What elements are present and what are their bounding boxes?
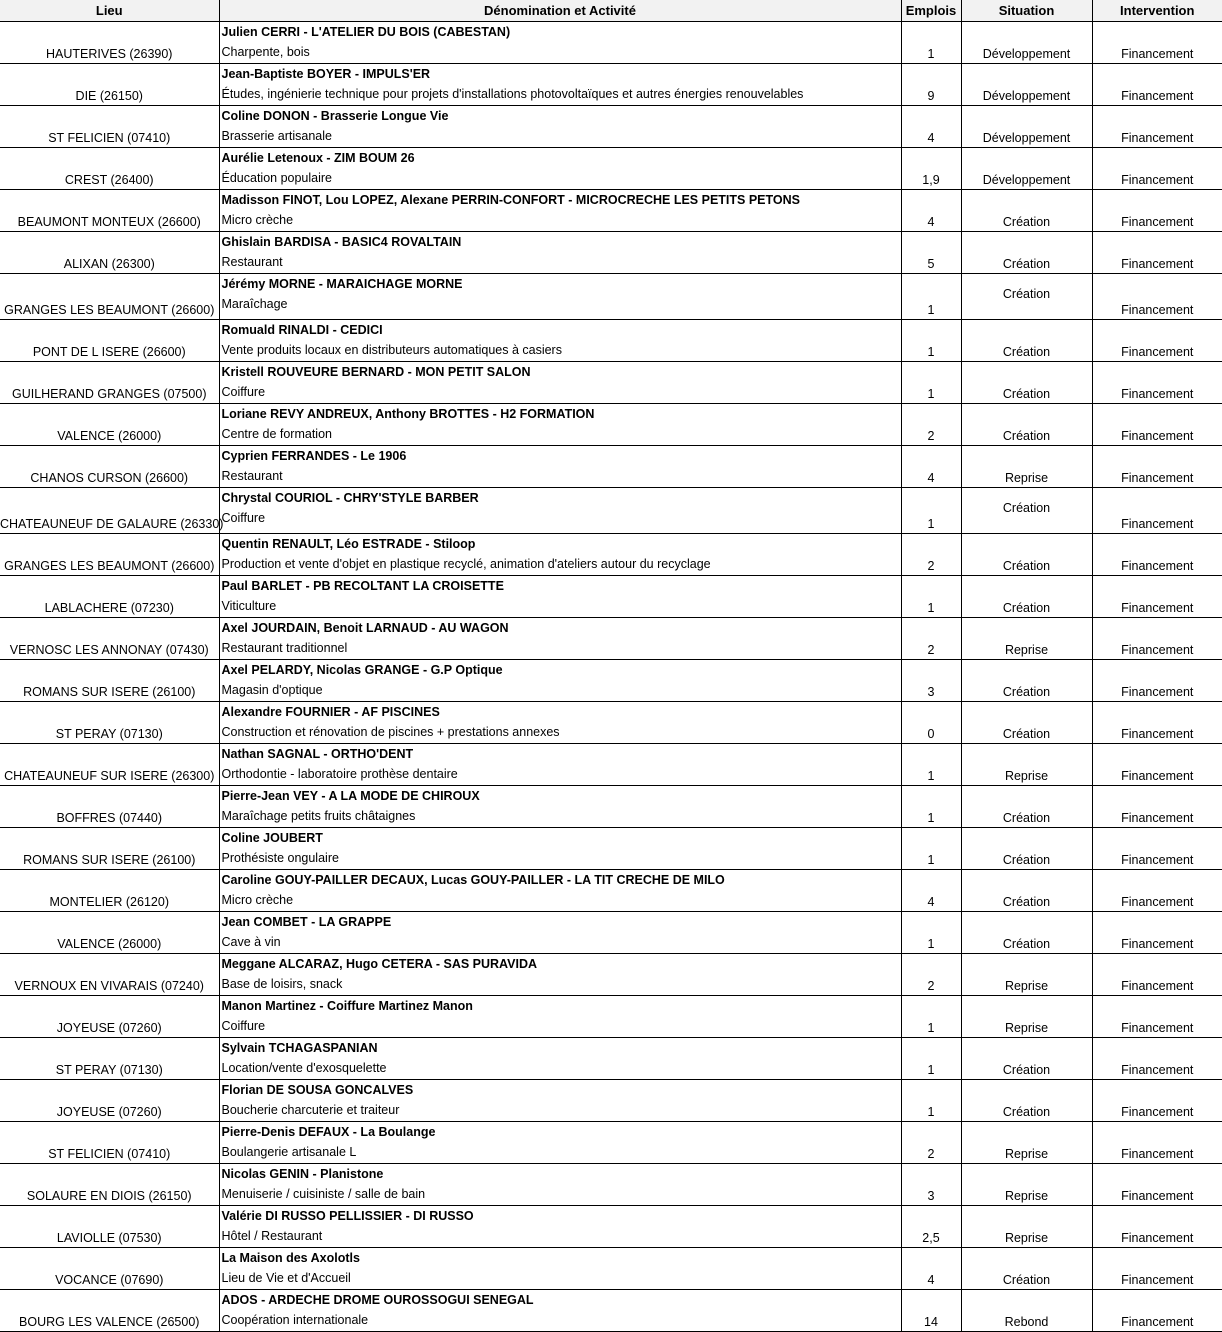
cell-denomination — [219, 618, 901, 660]
cell-denomination — [219, 1290, 901, 1332]
cell-intervention: Financement — [1092, 64, 1222, 106]
header-intervention: Intervention — [1092, 0, 1222, 22]
project-name: Cyprien FERRANDES - Le 1906 — [221, 449, 407, 463]
cell-lieu: ST FELICIEN (07410) — [0, 1122, 219, 1164]
cell-intervention: Financement — [1092, 1248, 1222, 1290]
cell-lieu: VALENCE (26000) — [0, 912, 219, 954]
cell-intervention: Financement — [1092, 1290, 1222, 1332]
project-name: Valérie DI RUSSO PELLISSIER - DI RUSSO — [221, 1209, 474, 1223]
project-name: Jérémy MORNE - MARAICHAGE MORNE — [221, 277, 463, 291]
table-row — [0, 1164, 1222, 1206]
project-name: Paul BARLET - PB RECOLTANT LA CROISETTE — [221, 579, 504, 593]
table-row — [0, 190, 1222, 232]
cell-situation: Création — [961, 320, 1092, 362]
cell-denomination — [219, 996, 901, 1038]
project-activity: Micro crèche — [221, 213, 294, 227]
cell-intervention: Financement — [1092, 362, 1222, 404]
cell-denomination — [219, 912, 901, 954]
cell-situation: Création — [961, 1038, 1092, 1080]
project-name: Chrystal COURIOL - CHRY'STYLE BARBER — [221, 491, 479, 505]
table-row — [0, 912, 1222, 954]
project-name: Alexandre FOURNIER - AF PISCINES — [221, 705, 440, 719]
cell-denomination — [219, 1122, 901, 1164]
cell-situation: Reprise — [961, 618, 1092, 660]
project-activity: Lieu de Vie et d'Accueil — [221, 1271, 351, 1285]
project-name: Kristell ROUVEURE BERNARD - MON PETIT SALON — [221, 365, 531, 379]
cell-emplois: 1 — [901, 488, 961, 534]
cell-lieu: DIE (26150) — [0, 64, 219, 106]
project-activity: Études, ingénierie technique pour projets d'installations photovoltaïques et autres énergies renouvelables — [221, 87, 804, 101]
project-name: Nathan SAGNAL - ORTHO'DENT — [221, 747, 414, 761]
table-row — [0, 64, 1222, 106]
cell-lieu: MONTELIER (26120) — [0, 870, 219, 912]
cell-intervention: Financement — [1092, 870, 1222, 912]
cell-intervention: Financement — [1092, 1164, 1222, 1206]
table-row — [0, 660, 1222, 702]
table-row — [0, 362, 1222, 404]
cell-denomination — [219, 702, 901, 744]
cell-denomination — [219, 870, 901, 912]
cell-intervention: Financement — [1092, 828, 1222, 870]
project-activity: Maraîchage petits fruits châtaignes — [221, 809, 416, 823]
table-row — [0, 1248, 1222, 1290]
table-row — [0, 828, 1222, 870]
cell-situation: Développement — [961, 106, 1092, 148]
cell-situation: Création — [961, 362, 1092, 404]
cell-denomination — [219, 22, 901, 64]
project-name: Coline DONON - Brasserie Longue Vie — [221, 109, 449, 123]
cell-intervention: Financement — [1092, 996, 1222, 1038]
cell-lieu: PONT DE L ISERE (26600) — [0, 320, 219, 362]
cell-denomination — [219, 660, 901, 702]
project-activity: Coiffure — [221, 511, 266, 525]
cell-situation: Reprise — [961, 446, 1092, 488]
cell-intervention: Financement — [1092, 702, 1222, 744]
cell-denomination — [219, 190, 901, 232]
cell-emplois: 4 — [901, 446, 961, 488]
cell-lieu: CHANOS CURSON (26600) — [0, 446, 219, 488]
project-activity: Maraîchage — [221, 297, 288, 311]
cell-emplois: 2,5 — [901, 1206, 961, 1248]
header-row — [0, 0, 1222, 22]
cell-intervention: Financement — [1092, 274, 1222, 320]
table-header — [0, 0, 1222, 22]
cell-emplois: 1 — [901, 786, 961, 828]
cell-lieu: VOCANCE (07690) — [0, 1248, 219, 1290]
table-row — [0, 404, 1222, 446]
header-denomination: Dénomination et Activité — [219, 0, 901, 22]
cell-lieu: CHATEAUNEUF SUR ISERE (26300) — [0, 744, 219, 786]
cell-lieu: ST PERAY (07130) — [0, 1038, 219, 1080]
project-activity: Charpente, bois — [221, 45, 310, 59]
cell-emplois: 14 — [901, 1290, 961, 1332]
project-activity: Restaurant traditionnel — [221, 641, 348, 655]
cell-emplois: 1 — [901, 362, 961, 404]
cell-denomination — [219, 1206, 901, 1248]
cell-denomination — [219, 446, 901, 488]
cell-intervention: Financement — [1092, 1038, 1222, 1080]
cell-denomination — [219, 954, 901, 996]
project-activity: Centre de formation — [221, 427, 332, 441]
cell-denomination — [219, 576, 901, 618]
cell-emplois: 1,9 — [901, 148, 961, 190]
cell-situation: Reprise — [961, 1164, 1092, 1206]
cell-denomination — [219, 106, 901, 148]
cell-emplois: 1 — [901, 1080, 961, 1122]
cell-denomination — [219, 232, 901, 274]
cell-denomination — [219, 64, 901, 106]
cell-lieu: BOFFRES (07440) — [0, 786, 219, 828]
cell-emplois: 4 — [901, 190, 961, 232]
cell-emplois: 3 — [901, 660, 961, 702]
table-row — [0, 1290, 1222, 1332]
cell-denomination — [219, 1164, 901, 1206]
cell-emplois: 2 — [901, 534, 961, 576]
cell-lieu: JOYEUSE (07260) — [0, 996, 219, 1038]
cell-intervention: Financement — [1092, 1122, 1222, 1164]
cell-situation: Création — [961, 274, 1092, 320]
cell-lieu: ROMANS SUR ISERE (26100) — [0, 660, 219, 702]
project-activity: Coiffure — [221, 385, 266, 399]
cell-situation: Reprise — [961, 1122, 1092, 1164]
cell-intervention: Financement — [1092, 786, 1222, 828]
cell-denomination — [219, 828, 901, 870]
cell-situation: Création — [961, 660, 1092, 702]
cell-emplois: 5 — [901, 232, 961, 274]
cell-situation: Création — [961, 1248, 1092, 1290]
cell-denomination — [219, 404, 901, 446]
table-row — [0, 702, 1222, 744]
cell-emplois: 1 — [901, 912, 961, 954]
cell-lieu: CREST (26400) — [0, 148, 219, 190]
table-row — [0, 488, 1222, 534]
cell-lieu: GUILHERAND GRANGES (07500) — [0, 362, 219, 404]
cell-intervention: Financement — [1092, 22, 1222, 64]
cell-emplois: 2 — [901, 954, 961, 996]
project-name: Caroline GOUY-PAILLER DECAUX, Lucas GOUY-PAILLER - LA TIT CRECHE DE MILO — [221, 873, 725, 887]
cell-emplois: 4 — [901, 1248, 961, 1290]
project-name: Meggane ALCARAZ, Hugo CETERA - SAS PURAVIDA — [221, 957, 538, 971]
cell-intervention: Financement — [1092, 446, 1222, 488]
project-activity: Cave à vin — [221, 935, 281, 949]
project-name: Quentin RENAULT, Léo ESTRADE - Stiloop — [221, 537, 476, 551]
cell-denomination — [219, 362, 901, 404]
cell-lieu: VERNOSC LES ANNONAY (07430) — [0, 618, 219, 660]
table-row — [0, 274, 1222, 320]
cell-intervention: Financement — [1092, 954, 1222, 996]
cell-intervention: Financement — [1092, 660, 1222, 702]
table-row — [0, 1122, 1222, 1164]
project-name: Julien CERRI - L'ATELIER DU BOIS (CABESTAN) — [221, 25, 511, 39]
cell-intervention: Financement — [1092, 148, 1222, 190]
cell-situation: Création — [961, 1080, 1092, 1122]
cell-intervention: Financement — [1092, 534, 1222, 576]
table-row — [0, 148, 1222, 190]
cell-lieu: ST FELICIEN (07410) — [0, 106, 219, 148]
project-name: Manon Martinez - Coiffure Martinez Manon — [221, 999, 473, 1013]
header-lieu: Lieu — [0, 0, 219, 22]
cell-denomination — [219, 274, 901, 320]
cell-lieu: ALIXAN (26300) — [0, 232, 219, 274]
cell-lieu: VALENCE (26000) — [0, 404, 219, 446]
cell-situation: Création — [961, 534, 1092, 576]
cell-intervention: Financement — [1092, 912, 1222, 954]
table-row — [0, 1080, 1222, 1122]
cell-situation: Reprise — [961, 996, 1092, 1038]
project-activity: Viticulture — [221, 599, 277, 613]
table-row — [0, 954, 1222, 996]
cell-situation: Création — [961, 488, 1092, 534]
cell-situation: Reprise — [961, 954, 1092, 996]
table-row — [0, 1038, 1222, 1080]
cell-emplois: 1 — [901, 274, 961, 320]
project-name: Axel JOURDAIN, Benoit LARNAUD - AU WAGON — [221, 621, 509, 635]
cell-lieu: LAVIOLLE (07530) — [0, 1206, 219, 1248]
cell-intervention: Financement — [1092, 1206, 1222, 1248]
cell-emplois: 2 — [901, 618, 961, 660]
table-row — [0, 744, 1222, 786]
cell-situation: Création — [961, 870, 1092, 912]
table-row — [0, 870, 1222, 912]
project-activity: Boucherie charcuterie et traiteur — [221, 1103, 400, 1117]
cell-intervention: Financement — [1092, 106, 1222, 148]
project-name: La Maison des Axolotls — [221, 1251, 360, 1265]
project-activity: Production et vente d'objet en plastique recyclé, animation d'ateliers autour du recyclage — [221, 557, 711, 571]
project-name: Nicolas GENIN - Planistone — [221, 1167, 384, 1181]
cell-lieu: ROMANS SUR ISERE (26100) — [0, 828, 219, 870]
cell-situation: Développement — [961, 22, 1092, 64]
project-activity: Micro crèche — [221, 893, 294, 907]
project-name: Romuald RINALDI - CEDICI — [221, 323, 383, 337]
cell-emplois: 1 — [901, 576, 961, 618]
cell-situation: Reprise — [961, 1206, 1092, 1248]
cell-denomination — [219, 320, 901, 362]
project-name: Aurélie Letenoux - ZIM BOUM 26 — [221, 151, 415, 165]
cell-situation: Création — [961, 232, 1092, 274]
cell-situation: Reprise — [961, 744, 1092, 786]
project-activity: Location/vente d'exosquelette — [221, 1061, 387, 1075]
project-name: Ghislain BARDISA - BASIC4 ROVALTAIN — [221, 235, 462, 249]
cell-situation: Création — [961, 912, 1092, 954]
project-name: Pierre-Denis DEFAUX - La Boulange — [221, 1125, 436, 1139]
cell-emplois: 2 — [901, 1122, 961, 1164]
cell-situation: Création — [961, 702, 1092, 744]
cell-emplois: 3 — [901, 1164, 961, 1206]
project-activity: Menuiserie / cuisiniste / salle de bain — [221, 1187, 426, 1201]
cell-denomination — [219, 786, 901, 828]
header-emplois: Emplois — [901, 0, 961, 22]
cell-intervention: Financement — [1092, 488, 1222, 534]
project-activity: Prothésiste ongulaire — [221, 851, 339, 865]
cell-lieu: GRANGES LES BEAUMONT (26600) — [0, 274, 219, 320]
cell-lieu: BEAUMONT MONTEUX (26600) — [0, 190, 219, 232]
project-activity: Restaurant — [221, 255, 283, 269]
project-activity: Boulangerie artisanale L — [221, 1145, 357, 1159]
project-name: ADOS - ARDECHE DROME OUROSSOGUI SENEGAL — [221, 1293, 534, 1307]
project-name: Sylvain TCHAGASPANIAN — [221, 1041, 378, 1055]
project-name: Florian DE SOUSA GONCALVES — [221, 1083, 414, 1097]
cell-emplois: 9 — [901, 64, 961, 106]
header-situation: Situation — [961, 0, 1092, 22]
cell-intervention: Financement — [1092, 190, 1222, 232]
cell-emplois: 1 — [901, 1038, 961, 1080]
project-name: Coline JOUBERT — [221, 831, 323, 845]
cell-denomination — [219, 148, 901, 190]
cell-emplois: 4 — [901, 870, 961, 912]
cell-intervention: Financement — [1092, 232, 1222, 274]
table-body — [0, 22, 1222, 1332]
cell-emplois: 4 — [901, 106, 961, 148]
cell-denomination — [219, 744, 901, 786]
table-row — [0, 996, 1222, 1038]
cell-denomination — [219, 1080, 901, 1122]
cell-emplois: 1 — [901, 744, 961, 786]
table-row — [0, 106, 1222, 148]
cell-denomination — [219, 534, 901, 576]
cell-lieu: SOLAURE EN DIOIS (26150) — [0, 1164, 219, 1206]
project-activity: Vente produits locaux en distributeurs automatiques à casiers — [221, 343, 562, 357]
cell-situation: Développement — [961, 64, 1092, 106]
project-activity: Coiffure — [221, 1019, 266, 1033]
project-activity: Coopération internationale — [221, 1313, 369, 1327]
cell-emplois: 1 — [901, 22, 961, 64]
table-row — [0, 446, 1222, 488]
cell-situation: Développement — [961, 148, 1092, 190]
cell-lieu: HAUTERIVES (26390) — [0, 22, 219, 64]
project-activity: Restaurant — [221, 469, 283, 483]
table-row — [0, 1206, 1222, 1248]
table-row — [0, 232, 1222, 274]
cell-denomination — [219, 1248, 901, 1290]
cell-lieu: CHATEAUNEUF DE GALAURE (26330) — [0, 488, 219, 534]
project-name: Jean-Baptiste BOYER - IMPULS'ER — [221, 67, 431, 81]
cell-lieu: BOURG LES VALENCE (26500) — [0, 1290, 219, 1332]
project-activity: Hôtel / Restaurant — [221, 1229, 323, 1243]
project-activity: Orthodontie - laboratoire prothèse dentaire — [221, 767, 458, 781]
cell-denomination — [219, 1038, 901, 1080]
table-row — [0, 576, 1222, 618]
cell-lieu: GRANGES LES BEAUMONT (26600) — [0, 534, 219, 576]
cell-emplois: 1 — [901, 828, 961, 870]
project-activity: Construction et rénovation de piscines + prestations annexes — [221, 725, 560, 739]
table-row — [0, 22, 1222, 64]
cell-situation: Création — [961, 576, 1092, 618]
cell-situation: Création — [961, 828, 1092, 870]
project-name: Loriane REVY ANDREUX, Anthony BROTTES - H2 FORMATION — [221, 407, 595, 421]
project-activity: Base de loisirs, snack — [221, 977, 343, 991]
cell-emplois: 2 — [901, 404, 961, 446]
cell-denomination — [219, 488, 901, 534]
cell-emplois: 0 — [901, 702, 961, 744]
table-row — [0, 618, 1222, 660]
table-row — [0, 320, 1222, 362]
cell-situation: Création — [961, 786, 1092, 828]
cell-emplois: 1 — [901, 996, 961, 1038]
cell-lieu: LABLACHERE (07230) — [0, 576, 219, 618]
project-activity: Magasin d'optique — [221, 683, 323, 697]
cell-situation: Création — [961, 404, 1092, 446]
project-name: Axel PELARDY, Nicolas GRANGE - G.P Optique — [221, 663, 503, 677]
cell-intervention: Financement — [1092, 404, 1222, 446]
cell-emplois: 1 — [901, 320, 961, 362]
cell-lieu: VERNOUX EN VIVARAIS (07240) — [0, 954, 219, 996]
cell-intervention: Financement — [1092, 1080, 1222, 1122]
cell-situation: Création — [961, 190, 1092, 232]
cell-intervention: Financement — [1092, 744, 1222, 786]
cell-lieu: ST PERAY (07130) — [0, 702, 219, 744]
project-name: Pierre-Jean VEY - A LA MODE DE CHIROUX — [221, 789, 480, 803]
cell-intervention: Financement — [1092, 576, 1222, 618]
cell-lieu: JOYEUSE (07260) — [0, 1080, 219, 1122]
cell-situation: Rebond — [961, 1290, 1092, 1332]
table-row — [0, 534, 1222, 576]
table-row — [0, 786, 1222, 828]
project-activity: Brasserie artisanale — [221, 129, 332, 143]
cell-intervention: Financement — [1092, 618, 1222, 660]
cell-intervention: Financement — [1092, 320, 1222, 362]
project-name: Jean COMBET - LA GRAPPE — [221, 915, 392, 929]
project-activity: Éducation populaire — [221, 171, 332, 185]
project-name: Madisson FINOT, Lou LOPEZ, Alexane PERRIN-CONFORT - MICROCRECHE LES PETITS PETONS — [221, 193, 801, 207]
